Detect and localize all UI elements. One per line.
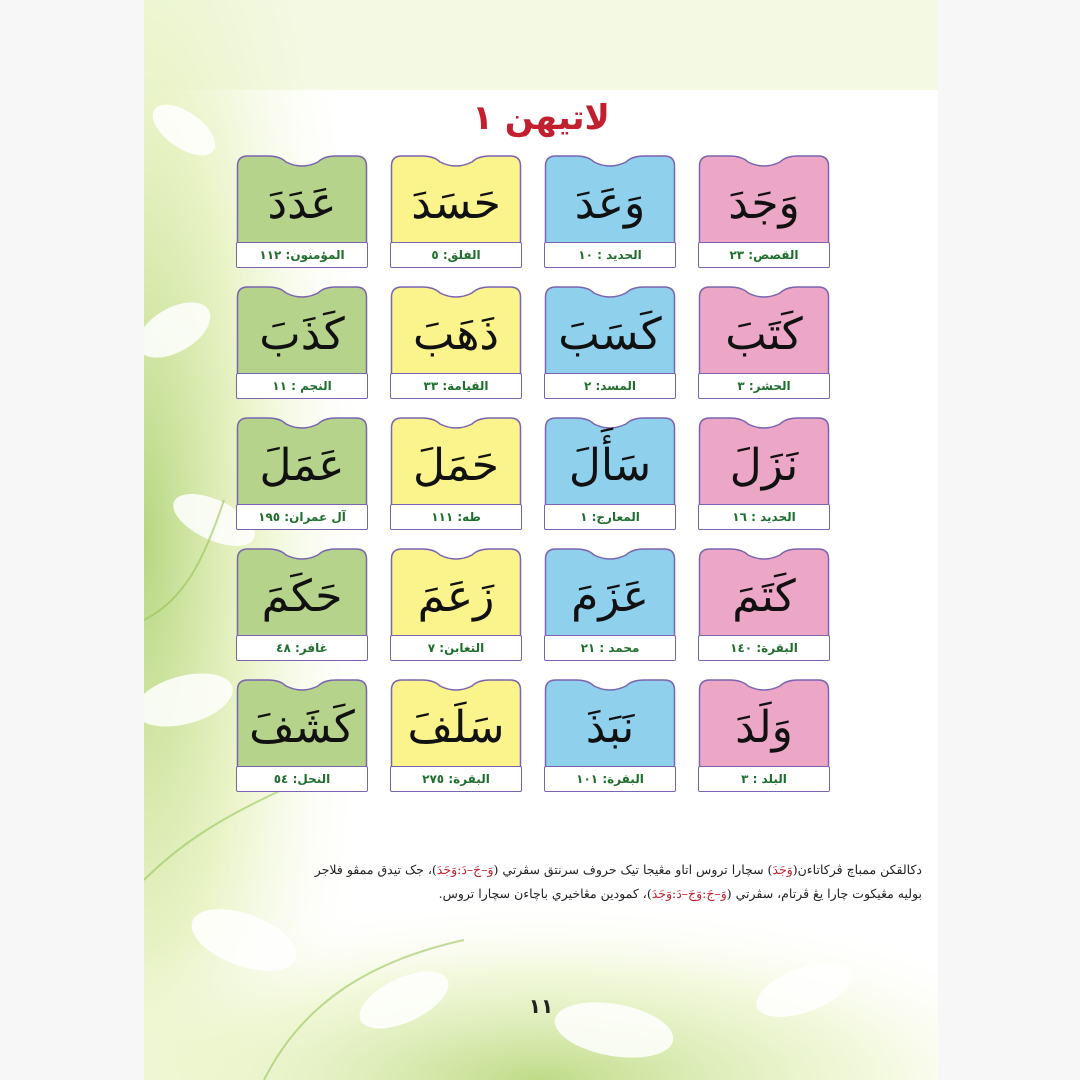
- quran-reference: الفلق: ٥: [390, 242, 522, 268]
- word-card: [236, 676, 368, 792]
- word-card: [236, 414, 368, 530]
- arabic-word: كَشَفَ: [249, 702, 355, 753]
- arabic-word: سَأَلَ: [568, 440, 652, 491]
- quran-reference: النحل: ٥٤: [236, 766, 368, 792]
- word-card: [544, 545, 676, 661]
- instruction-text: ) سچارا تروس اتاو مڠيجا تيک حروف سرنتق سڤرتي (: [493, 862, 773, 877]
- quran-reference: الحشر: ٣: [698, 373, 830, 399]
- quran-reference: الحديد : ١٦: [698, 504, 830, 530]
- arabic-word: سَلَفَ: [407, 702, 505, 753]
- word-card: [544, 152, 676, 268]
- instruction-spelling: وَ–جَ–دَ:وَجَدَ: [436, 862, 494, 877]
- word-card: [236, 283, 368, 399]
- quran-reference: المسد: ٢: [544, 373, 676, 399]
- instruction-text: )، جک تيدق ممڤو فلاجر: [314, 862, 437, 877]
- arabic-word: زَعَمَ: [417, 571, 495, 622]
- arabic-word: كَتَمَ: [732, 571, 796, 622]
- book-page: [144, 0, 938, 1080]
- word-card: [390, 545, 522, 661]
- quran-reference: النجم : ١١: [236, 373, 368, 399]
- instruction-line-2: [218, 882, 922, 906]
- quran-reference: التغابن: ٧: [390, 635, 522, 661]
- quran-reference: غافر: ٤٨: [236, 635, 368, 661]
- page-title: لاتيهن ١: [472, 98, 610, 138]
- arabic-word: كَسَبَ: [558, 309, 662, 360]
- quran-reference: آل عمران: ١٩٥: [236, 504, 368, 530]
- word-card: [698, 414, 830, 530]
- arabic-word: وَجَدَ: [728, 178, 800, 229]
- instruction-text: )، کمودين مڠاخيري باچاءن سچارا تروس.: [438, 886, 652, 901]
- arabic-word: عَدَدَ: [267, 178, 337, 229]
- quran-reference: المعارج: ١: [544, 504, 676, 530]
- arabic-word: كَذَبَ: [259, 309, 345, 360]
- quran-reference: محمد : ٢١: [544, 635, 676, 661]
- instruction-spelling: وَ–جَ:وَجَ–دَ:وَجَدَ: [651, 886, 727, 901]
- word-card: [544, 283, 676, 399]
- word-card: [698, 545, 830, 661]
- arabic-word: كَتَبَ: [725, 309, 803, 360]
- arabic-word: حَمَلَ: [413, 440, 499, 491]
- quran-reference: البقرة: ٢٧٥: [390, 766, 522, 792]
- word-card: [698, 152, 830, 268]
- quran-reference: البلد : ٣: [698, 766, 830, 792]
- arabic-word: وَلَدَ: [735, 702, 793, 753]
- arabic-word: حَسَدَ: [411, 178, 501, 229]
- page-number: ١١: [528, 994, 554, 1018]
- instruction-line-1: [218, 858, 922, 882]
- word-card: [698, 283, 830, 399]
- instruction-text: دکالقکن ممباچ ڤرکاتاءن(: [792, 862, 922, 877]
- arabic-word: عَزَمَ: [571, 571, 649, 622]
- arabic-word: حَكَمَ: [261, 571, 343, 622]
- word-card: [544, 414, 676, 530]
- word-card: [390, 414, 522, 530]
- arabic-word: عَمَلَ: [259, 440, 345, 491]
- quran-reference: البقرة: ١٤٠: [698, 635, 830, 661]
- arabic-word: نَبَذَ: [585, 702, 635, 753]
- quran-reference: البقرة: ١٠١: [544, 766, 676, 792]
- quran-reference: المؤمنون: ١١٢: [236, 242, 368, 268]
- word-card: [390, 283, 522, 399]
- arabic-word: نَزَلَ: [729, 440, 799, 491]
- quran-reference: طه: ١١١: [390, 504, 522, 530]
- instruction-paragraph: [218, 858, 922, 918]
- quran-reference: القيامة: ٣٣: [390, 373, 522, 399]
- word-card: [390, 676, 522, 792]
- quran-reference: القصص: ٢٣: [698, 242, 830, 268]
- word-card: [698, 676, 830, 792]
- word-card: [544, 676, 676, 792]
- quran-reference: الحديد : ١٠: [544, 242, 676, 268]
- arabic-word: ذَهَبَ: [412, 309, 499, 360]
- word-card: [236, 152, 368, 268]
- word-card-grid: [236, 152, 834, 792]
- word-card: [236, 545, 368, 661]
- word-card: [390, 152, 522, 268]
- instruction-text: بوليه مڠيکوت چارا يڠ ڤرتام، سڤرتي (: [726, 886, 922, 901]
- arabic-word: وَعَدَ: [574, 178, 646, 229]
- instruction-example-word: وَجَدَ: [772, 862, 793, 877]
